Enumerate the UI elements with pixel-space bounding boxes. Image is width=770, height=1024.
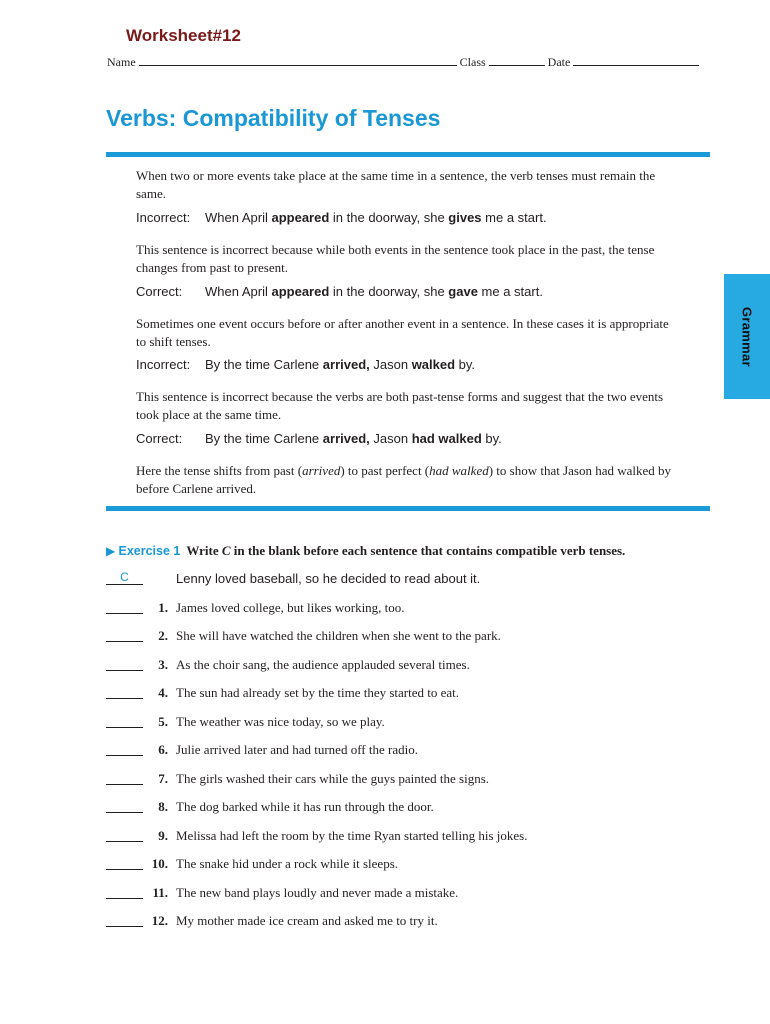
example-text: When April [205,284,272,299]
item-number: 5. [158,714,168,729]
item-number: 4. [158,685,168,700]
example-verb: arrived, [322,357,370,372]
exercise-item [106,856,706,874]
name-blank[interactable] [139,55,457,66]
answer-blank[interactable] [106,856,143,870]
answer-blank[interactable] [106,714,143,728]
example-verb: gave [448,284,478,299]
item-number: 6. [158,742,168,757]
item-text: The girls washed their cars while the guys painted the signs. [176,771,490,786]
intro-paragraph-5 [136,462,681,497]
item-text: The snake hid under a rock while it sleeps. [176,856,399,871]
sample-item [106,571,706,589]
example-text: in the doorway, she [329,210,449,225]
item-text: The dog barked while it has run through the door. [176,799,434,814]
item-text: Melissa had left the room by the time Ryan started telling his jokes. [176,828,528,843]
answer-blank[interactable] [106,600,143,614]
item-number: 3. [158,657,168,672]
example-text: By the time Carlene [205,431,323,446]
example-text: When April [205,210,272,225]
exercise-item [106,628,706,646]
exercise-item [106,885,706,903]
intro-paragraph-4: This sentence is incorrect because the verbs are both past-tense forms and suggest that the two events took place at the same time. [136,389,664,422]
example-verb: appeared [271,210,330,225]
date-label: Date [547,55,571,69]
paragraph-text: ) to past perfect ( [340,463,430,478]
exercise-item [106,828,706,846]
class-label: Class [459,55,486,69]
item-number: 12. [151,913,168,928]
exercise-item [106,685,706,703]
example-verb: arrived, [322,431,370,446]
example-verb: walked [411,357,456,372]
example-text: by. [455,357,476,372]
example-label: Incorrect: [136,357,191,372]
item-number: 10. [151,856,168,871]
intro-paragraph-3: Sometimes one event occurs before or after another event in a sentence. In these cases it is appropriate to shift tenses. [136,316,669,349]
name-class-date-line [107,55,699,70]
item-text: James loved college, but likes working, too. [176,600,405,615]
item-text: Lenny loved baseball, so he decided to read about it. [176,571,481,586]
example-text: Jason [369,431,412,446]
paragraph-verb: arrived [302,463,341,478]
exercise-item [106,799,706,817]
item-number: 11. [152,885,168,900]
example-text: Jason [369,357,412,372]
exercise-instruction [186,543,625,558]
answer-blank[interactable] [106,799,143,813]
intro-paragraph-1: When two or more events take place at the same time in a sentence, the verb tenses must remain the same. [136,168,656,201]
intro-paragraph-2: This sentence is incorrect because while both events in the sentence took place in the past, the tense changes from past to present. [136,242,655,275]
instruction-letter: C [221,543,231,558]
example-label: Correct: [136,284,183,299]
item-number: 2. [158,628,168,643]
item-text: The sun had already set by the time they started to eat. [176,685,460,700]
exercise-heading [106,543,625,559]
class-blank[interactable] [489,55,545,66]
answer-blank[interactable] [106,913,143,927]
page-title: Verbs: Compatibility of Tenses [106,105,441,131]
paragraph-verb: had walked [429,463,489,478]
item-text: Julie arrived later and had turned off the radio. [176,742,418,757]
answer-blank[interactable] [106,828,143,842]
item-text: My mother made ice cream and asked me to try it. [176,913,438,928]
example-text: by. [481,431,502,446]
example-text: By the time Carlene [205,357,323,372]
answer-blank[interactable] [106,742,143,756]
example-text: me a start. [477,284,543,299]
answer-blank[interactable]: C [106,571,143,585]
worksheet-title: Worksheet#12 [126,26,241,45]
item-number: 1. [158,600,168,615]
bottom-divider [106,506,710,511]
answer-blank[interactable] [106,885,143,899]
example-correct-2 [136,431,502,446]
item-number: 8. [158,799,168,814]
example-incorrect-1 [136,210,547,225]
example-text: me a start. [481,210,547,225]
answer-blank[interactable] [106,628,143,642]
example-correct-1 [136,284,543,299]
answer-blank[interactable] [106,657,143,671]
example-label: Incorrect: [136,210,191,225]
answer-blank[interactable] [106,685,143,699]
item-text: As the choir sang, the audience applauded several times. [176,657,470,672]
example-verb: gives [448,210,482,225]
top-divider [106,152,710,157]
side-tab-label: Grammar [739,306,755,367]
instruction-text: in the blank before each sentence that contains compatible verb tenses. [230,543,626,558]
example-verb: appeared [271,284,330,299]
exercise-item [106,771,706,789]
grammar-side-tab [724,274,770,399]
example-text: in the doorway, she [329,284,449,299]
item-number: 9. [158,828,168,843]
example-verb: had walked [411,431,482,446]
exercise-item [106,742,706,760]
paragraph-text: ) to show that Jason had walked by before Carlene arrived. [136,463,672,496]
example-incorrect-2 [136,357,475,372]
exercise-item [106,600,706,618]
item-number: 7. [158,771,168,786]
item-text: The new band plays loudly and never made a mistake. [176,885,459,900]
answer-blank[interactable] [106,771,143,785]
paragraph-text: Here the tense shifts from past ( [136,463,303,478]
triangle-bullet-icon: ▶ [106,544,116,558]
name-label: Name [107,55,136,69]
exercise-item [106,714,706,732]
exercise-item [106,913,706,931]
item-text: The weather was nice today, so we play. [176,714,385,729]
item-text: She will have watched the children when she went to the park. [176,628,501,643]
date-blank[interactable] [573,55,699,66]
example-label: Correct: [136,431,183,446]
instruction-text: Write [186,543,222,558]
exercise-item [106,657,706,675]
exercise-label: Exercise 1 [118,544,181,558]
